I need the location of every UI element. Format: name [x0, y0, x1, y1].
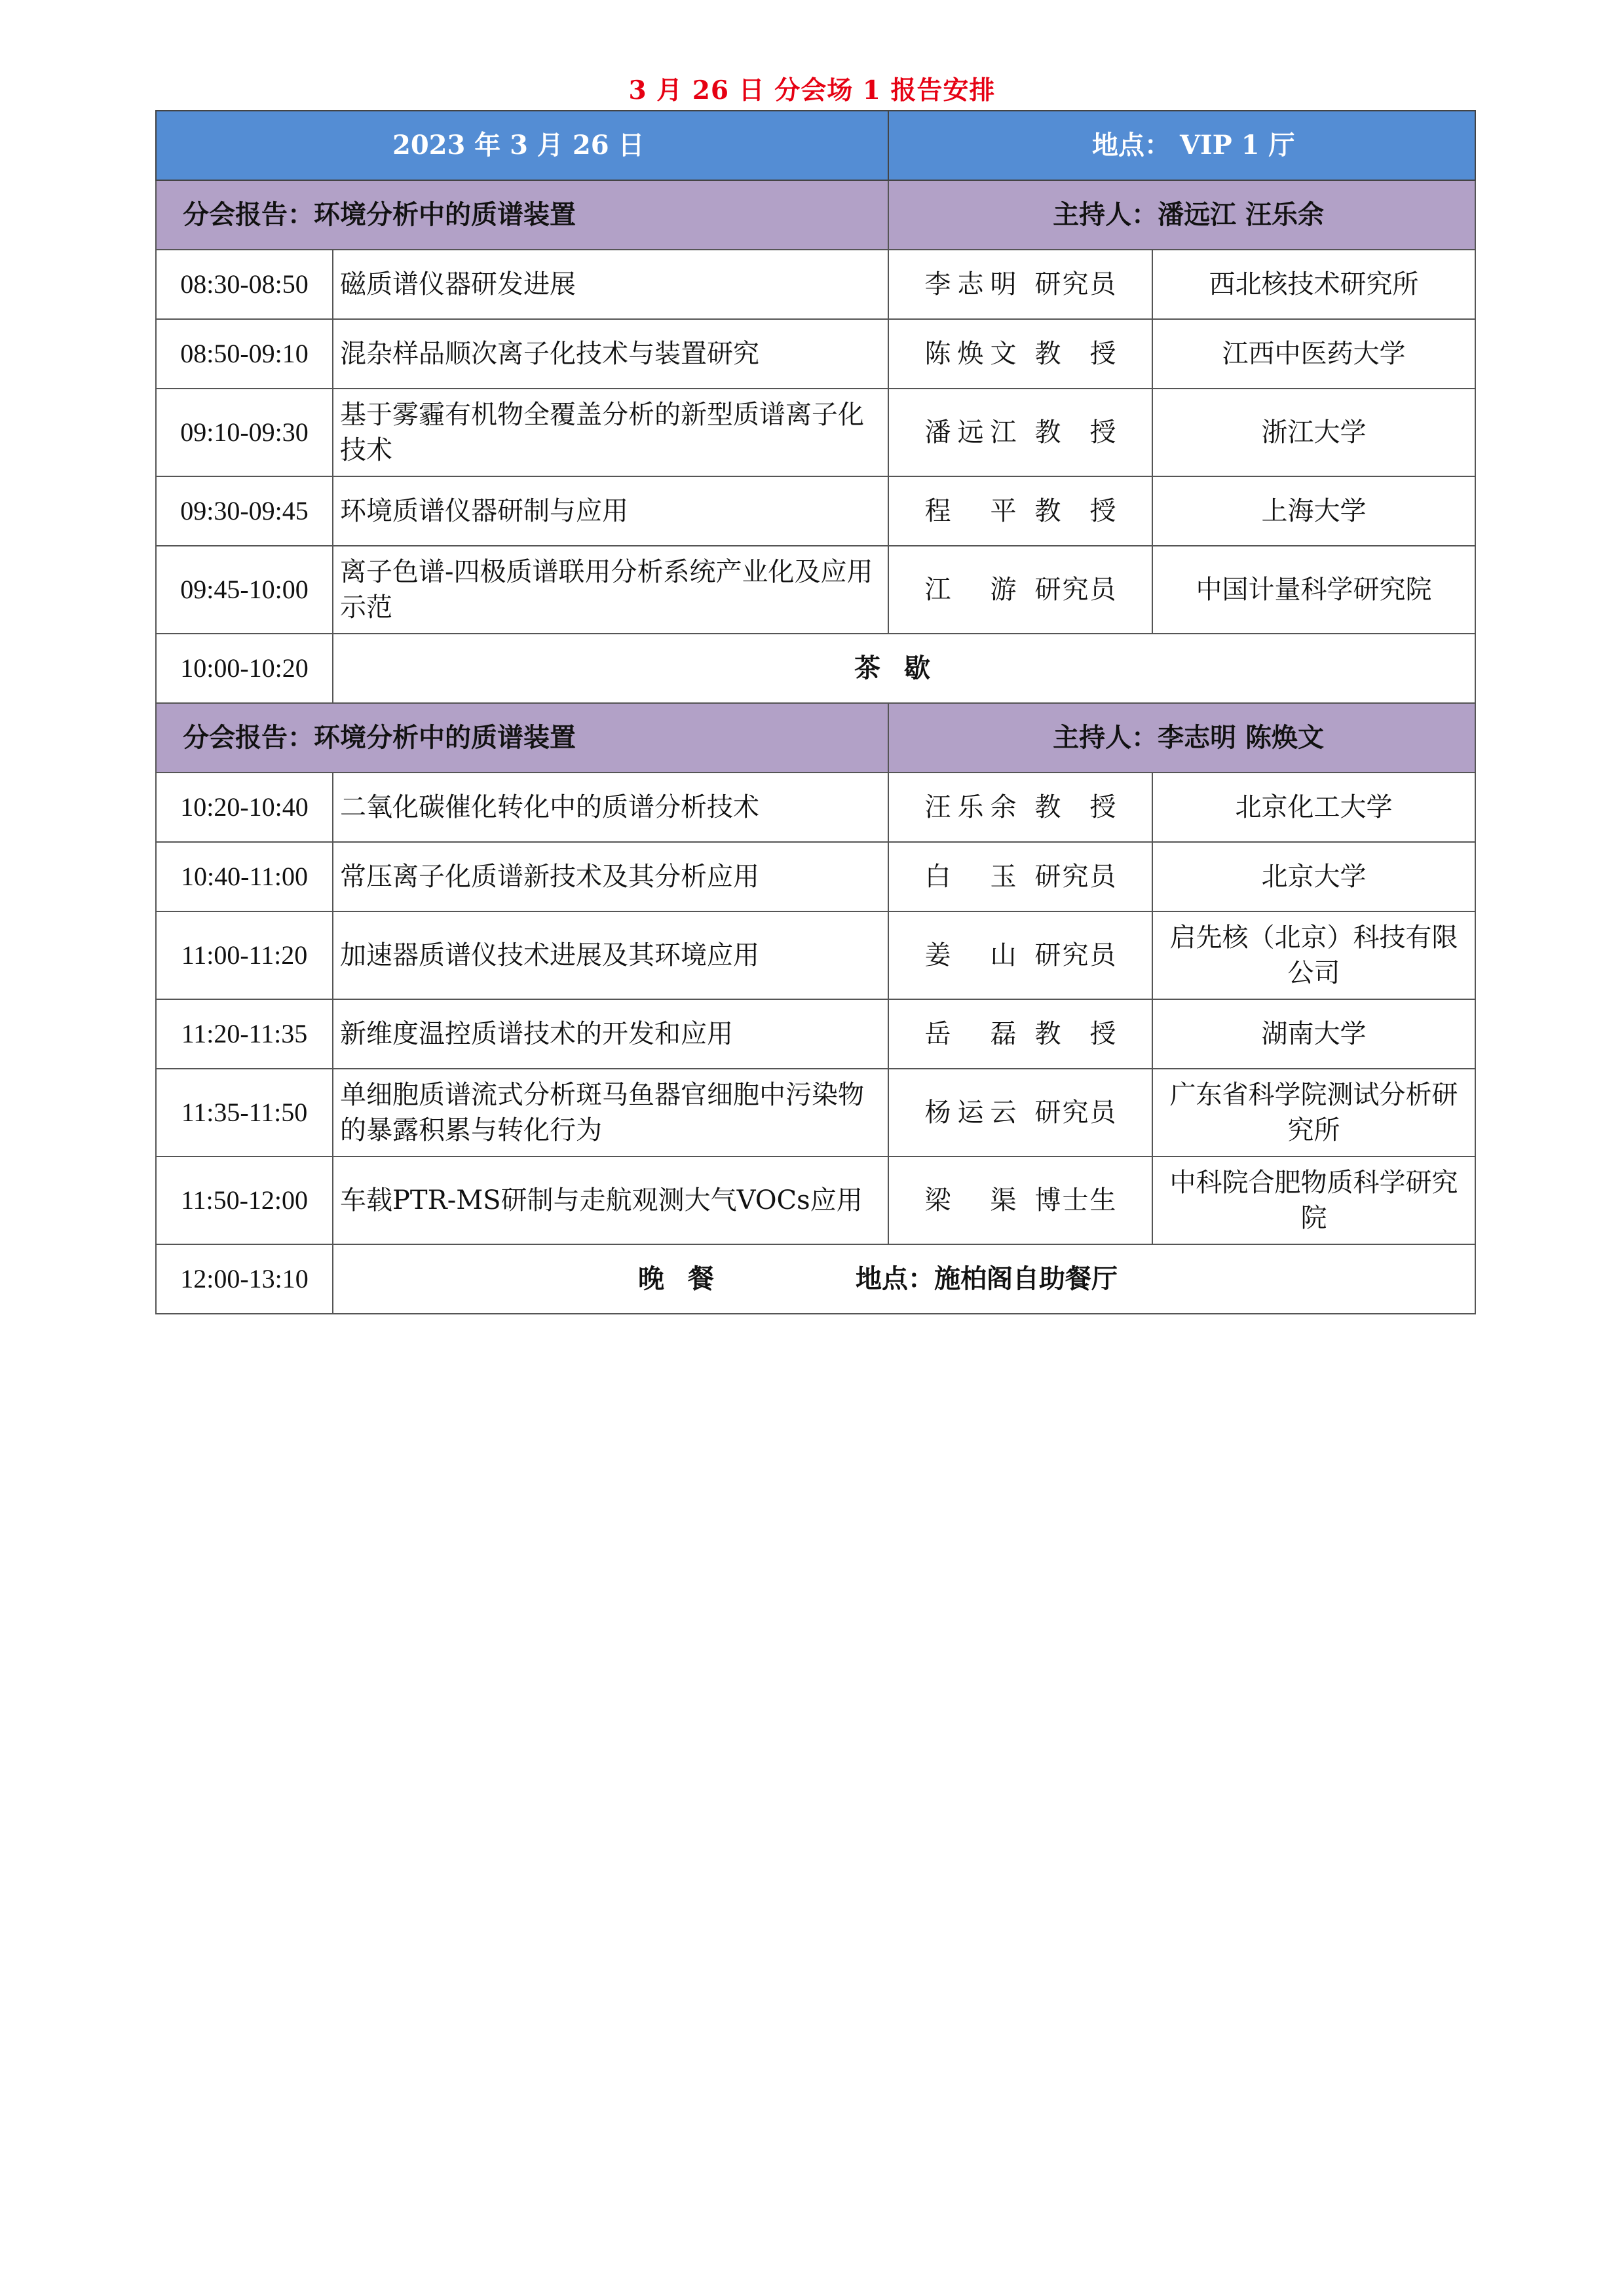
talk-topic: 环境质谱仪器研制与应用 — [333, 476, 888, 546]
talk-time: 10:20-10:40 — [156, 773, 333, 842]
speaker-name: 程平 — [924, 496, 1017, 526]
talk-topic: 加速器质谱仪技术进展及其环境应用 — [333, 911, 888, 999]
speaker-rank: 研究员 — [1034, 1098, 1116, 1128]
page-title: 3 月 26 日 分会场 1 报告安排 — [628, 75, 996, 105]
talk-topic: 磁质谱仪器研发进展 — [333, 250, 888, 319]
speaker-name: 梁渠 — [924, 1185, 1017, 1215]
talk-organization: 北京化工大学 — [1152, 773, 1475, 842]
talk-speaker — [888, 1069, 1152, 1157]
dinner-cell — [333, 1244, 1475, 1314]
talk-organization: 中国计量科学研究院 — [1152, 546, 1475, 634]
talk-speaker — [888, 911, 1152, 999]
talk-time: 11:00-11:20 — [156, 911, 333, 999]
talk-speaker — [888, 319, 1152, 389]
talk-topic: 混杂样品顺次离子化技术与装置研究 — [333, 319, 888, 389]
schedule-table — [155, 110, 1476, 1314]
talk-time: 08:30-08:50 — [156, 250, 333, 319]
talk-organization: 上海大学 — [1152, 476, 1475, 546]
talk-speaker — [888, 250, 1152, 319]
speaker-rank: 教授 — [1034, 1019, 1116, 1049]
talk-speaker — [888, 773, 1152, 842]
speaker-name: 汪乐余 — [924, 792, 1017, 822]
talk-topic: 车载PTR-MS研制与走航观测大气VOCs应用 — [333, 1157, 888, 1244]
speaker-name: 李志明 — [924, 269, 1017, 299]
speaker-name: 潘远江 — [924, 417, 1017, 448]
speaker-rank: 研究员 — [1034, 269, 1116, 299]
talk-speaker — [888, 546, 1152, 634]
speaker-name: 白玉 — [924, 862, 1017, 892]
talk-time: 09:30-09:45 — [156, 476, 333, 546]
talk-speaker — [888, 1157, 1152, 1244]
talk-time: 11:20-11:35 — [156, 999, 333, 1069]
talk-time: 11:35-11:50 — [156, 1069, 333, 1157]
speaker-rank: 研究员 — [1034, 862, 1116, 892]
talk-organization: 广东省科学院测试分析研究所 — [1152, 1069, 1475, 1157]
table-row — [156, 842, 1475, 911]
talk-organization: 湖南大学 — [1152, 999, 1475, 1069]
table-row — [156, 1157, 1475, 1244]
session-hosts: 主持人：潘远江 汪乐余 — [888, 180, 1475, 250]
speaker-rank: 研究员 — [1034, 940, 1116, 970]
table-row — [156, 546, 1475, 634]
talk-organization: 浙江大学 — [1152, 389, 1475, 476]
dinner-venue: 地点：施柏阁自助餐厅 — [856, 1263, 1118, 1294]
session-title: 分会报告：环境分析中的质谱装置 — [156, 180, 888, 250]
speaker-name: 姜山 — [924, 940, 1017, 970]
speaker-rank: 教授 — [1034, 792, 1116, 822]
talk-speaker — [888, 842, 1152, 911]
table-row — [156, 773, 1475, 842]
talk-organization: 西北核技术研究所 — [1152, 250, 1475, 319]
talk-time: 09:10-09:30 — [156, 389, 333, 476]
speaker-name: 杨运云 — [924, 1098, 1017, 1128]
speaker-rank: 教授 — [1034, 417, 1116, 448]
speaker-name: 岳磊 — [924, 1019, 1017, 1049]
talk-speaker — [888, 389, 1152, 476]
dinner-time: 12:00-13:10 — [156, 1244, 333, 1314]
speaker-name: 陈焕文 — [924, 339, 1017, 369]
session-header-row — [156, 180, 1475, 250]
table-row — [156, 1069, 1475, 1157]
speaker-rank: 研究员 — [1034, 575, 1116, 605]
session-title: 分会报告：环境分析中的质谱装置 — [156, 703, 888, 773]
venue-cell: 地点： VIP 1 厅 — [888, 111, 1475, 180]
talk-time: 10:40-11:00 — [156, 842, 333, 911]
table-row — [156, 999, 1475, 1069]
talk-time: 11:50-12:00 — [156, 1157, 333, 1244]
talk-topic: 新维度温控质谱技术的开发和应用 — [333, 999, 888, 1069]
talk-time: 08:50-09:10 — [156, 319, 333, 389]
talk-organization: 启先核（北京）科技有限公司 — [1152, 911, 1475, 999]
talk-topic: 离子色谱-四极质谱联用分析系统产业化及应用示范 — [333, 546, 888, 634]
tea-break-row — [156, 634, 1475, 703]
date-cell: 2023 年 3 月 26 日 — [156, 111, 888, 180]
speaker-rank: 教授 — [1034, 339, 1116, 369]
dinner-label: 晚餐 — [638, 1263, 738, 1294]
talk-topic: 基于雾霾有机物全覆盖分析的新型质谱离子化技术 — [333, 389, 888, 476]
table-row — [156, 389, 1475, 476]
talk-speaker — [888, 999, 1152, 1069]
talk-organization: 中科院合肥物质科学研究院 — [1152, 1157, 1475, 1244]
talk-organization: 江西中医药大学 — [1152, 319, 1475, 389]
table-row — [156, 911, 1475, 999]
talk-topic: 二氧化碳催化转化中的质谱分析技术 — [333, 773, 888, 842]
speaker-rank: 教授 — [1034, 496, 1116, 526]
talk-speaker — [888, 476, 1152, 546]
session-header-row — [156, 703, 1475, 773]
talk-topic: 单细胞质谱流式分析斑马鱼器官细胞中污染物的暴露积累与转化行为 — [333, 1069, 888, 1157]
tea-break-time: 10:00-10:20 — [156, 634, 333, 703]
dinner-row — [156, 1244, 1475, 1314]
talk-time: 09:45-10:00 — [156, 546, 333, 634]
talk-organization: 北京大学 — [1152, 842, 1475, 911]
tea-break-label: 茶歇 — [333, 634, 1475, 703]
table-header-row — [156, 111, 1475, 180]
table-row — [156, 476, 1475, 546]
table-row — [156, 319, 1475, 389]
speaker-rank: 博士生 — [1034, 1185, 1116, 1215]
table-row — [156, 250, 1475, 319]
session-hosts: 主持人：李志明 陈焕文 — [888, 703, 1475, 773]
speaker-name: 江游 — [924, 575, 1017, 605]
talk-topic: 常压离子化质谱新技术及其分析应用 — [333, 842, 888, 911]
